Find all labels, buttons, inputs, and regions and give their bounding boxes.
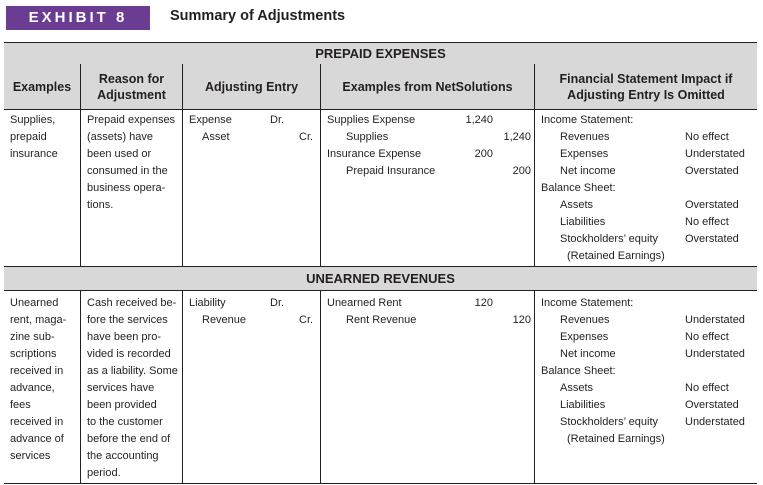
journal-account: Supplies [346, 131, 389, 143]
impact-item: Net income [560, 165, 616, 177]
impact-income-heading: Income Statement: [541, 114, 634, 126]
column-divider [534, 110, 535, 266]
impact-item: Assets [560, 199, 594, 211]
column-divider [182, 64, 183, 109]
column-divider [320, 64, 321, 109]
impact-balance-heading: Balance Sheet: [541, 182, 616, 194]
impact-effect: No effect [685, 382, 729, 394]
impact-effect: Understated [685, 416, 745, 428]
column-divider [182, 291, 183, 483]
impact-effect: Overstated [685, 165, 739, 177]
impact-item: Revenues [560, 314, 610, 326]
journal-debit: 1,240 [465, 114, 493, 126]
unearned-entry-cr: Cr. [299, 314, 314, 326]
journal-account: Insurance Expense [327, 148, 422, 160]
journal-debit: 120 [474, 297, 493, 309]
column-divider [80, 291, 81, 483]
impact-effect: Understated [685, 348, 745, 360]
impact-item: Stockholders’ equity [560, 416, 659, 428]
impact-item: Assets [560, 382, 594, 394]
exhibit-label: EXHIBIT 8 [6, 6, 150, 30]
impact-item: Expenses [560, 148, 609, 160]
unearned-reason: Cash received be- fore the services have been pro- vided is recorded as a liability. Some services have been provided to the customer before the end of the accounting period. [87, 297, 178, 479]
prepaid-examples: Supplies, prepaid insurance [10, 114, 58, 160]
col-netsolutions-header: Examples from NetSolutions [342, 79, 513, 94]
impact-effect: Understated [685, 314, 745, 326]
journal-credit: 200 [512, 165, 531, 177]
journal-account: Rent Revenue [346, 314, 417, 326]
impact-effect: Overstated [685, 399, 739, 411]
impact-item: Stockholders’ equity [560, 233, 659, 245]
column-divider [182, 110, 183, 266]
journal-debit: 200 [474, 148, 493, 160]
header-rule [4, 109, 757, 110]
prepaid-reason: Prepaid expenses (assets) have been used or consumed in the business opera- tions. [87, 114, 176, 211]
col-reason-header: Reason for Adjustment [97, 71, 166, 102]
prepaid-entry-credit: Asset [202, 131, 230, 143]
unearned-entry-dr: Dr. [270, 297, 285, 309]
impact-effect: Understated [685, 148, 745, 160]
section-rule [4, 290, 757, 291]
impact-item: Revenues [560, 131, 610, 143]
impact-effect: Overstated [685, 233, 739, 245]
column-divider [534, 291, 535, 483]
journal-credit: 1,240 [503, 131, 531, 143]
impact-effect: Overstated [685, 199, 739, 211]
col-impact-header: Financial Statement Impact if Adjusting Entry Is Omitted [559, 71, 733, 102]
column-divider [320, 110, 321, 266]
unearned-entry-debit: Liability [189, 297, 226, 309]
impact-retained: (Retained Earnings) [567, 250, 665, 262]
unearned-entry-credit: Revenue [202, 314, 247, 326]
unearned-band: UNEARNED REVENUES [4, 267, 757, 290]
impact-income-heading: Income Statement: [541, 297, 634, 309]
impact-balance-heading: Balance Sheet: [541, 365, 616, 377]
col-examples-header: Examples [12, 79, 72, 94]
journal-account: Unearned Rent [327, 297, 402, 309]
impact-item: Net income [560, 348, 616, 360]
column-divider [320, 291, 321, 483]
prepaid-entry-cr: Cr. [299, 131, 314, 143]
prepaid-entry-debit: Expense [189, 114, 232, 126]
impact-effect: No effect [685, 331, 729, 343]
prepaid-entry-dr: Dr. [270, 114, 285, 126]
impact-retained: (Retained Earnings) [567, 433, 665, 445]
prepaid-band: PREPAID EXPENSES [4, 43, 757, 64]
impact-item: Liabilities [560, 216, 606, 228]
journal-account: Prepaid Insurance [346, 165, 436, 177]
column-divider [534, 64, 535, 109]
page-title: Summary of Adjustments [170, 8, 346, 24]
impact-item: Expenses [560, 331, 609, 343]
unearned-examples: Unearned rent, maga- zine sub- scriptions received in advance, fees received in advance of services [10, 297, 67, 462]
journal-credit: 120 [512, 314, 531, 326]
bottom-rule [4, 483, 757, 484]
impact-effect: No effect [685, 216, 729, 228]
column-divider [80, 110, 81, 266]
col-entry-header: Adjusting Entry [204, 79, 299, 94]
column-divider [80, 64, 81, 109]
journal-account: Supplies Expense [327, 114, 416, 126]
impact-effect: No effect [685, 131, 729, 143]
impact-item: Liabilities [560, 399, 606, 411]
